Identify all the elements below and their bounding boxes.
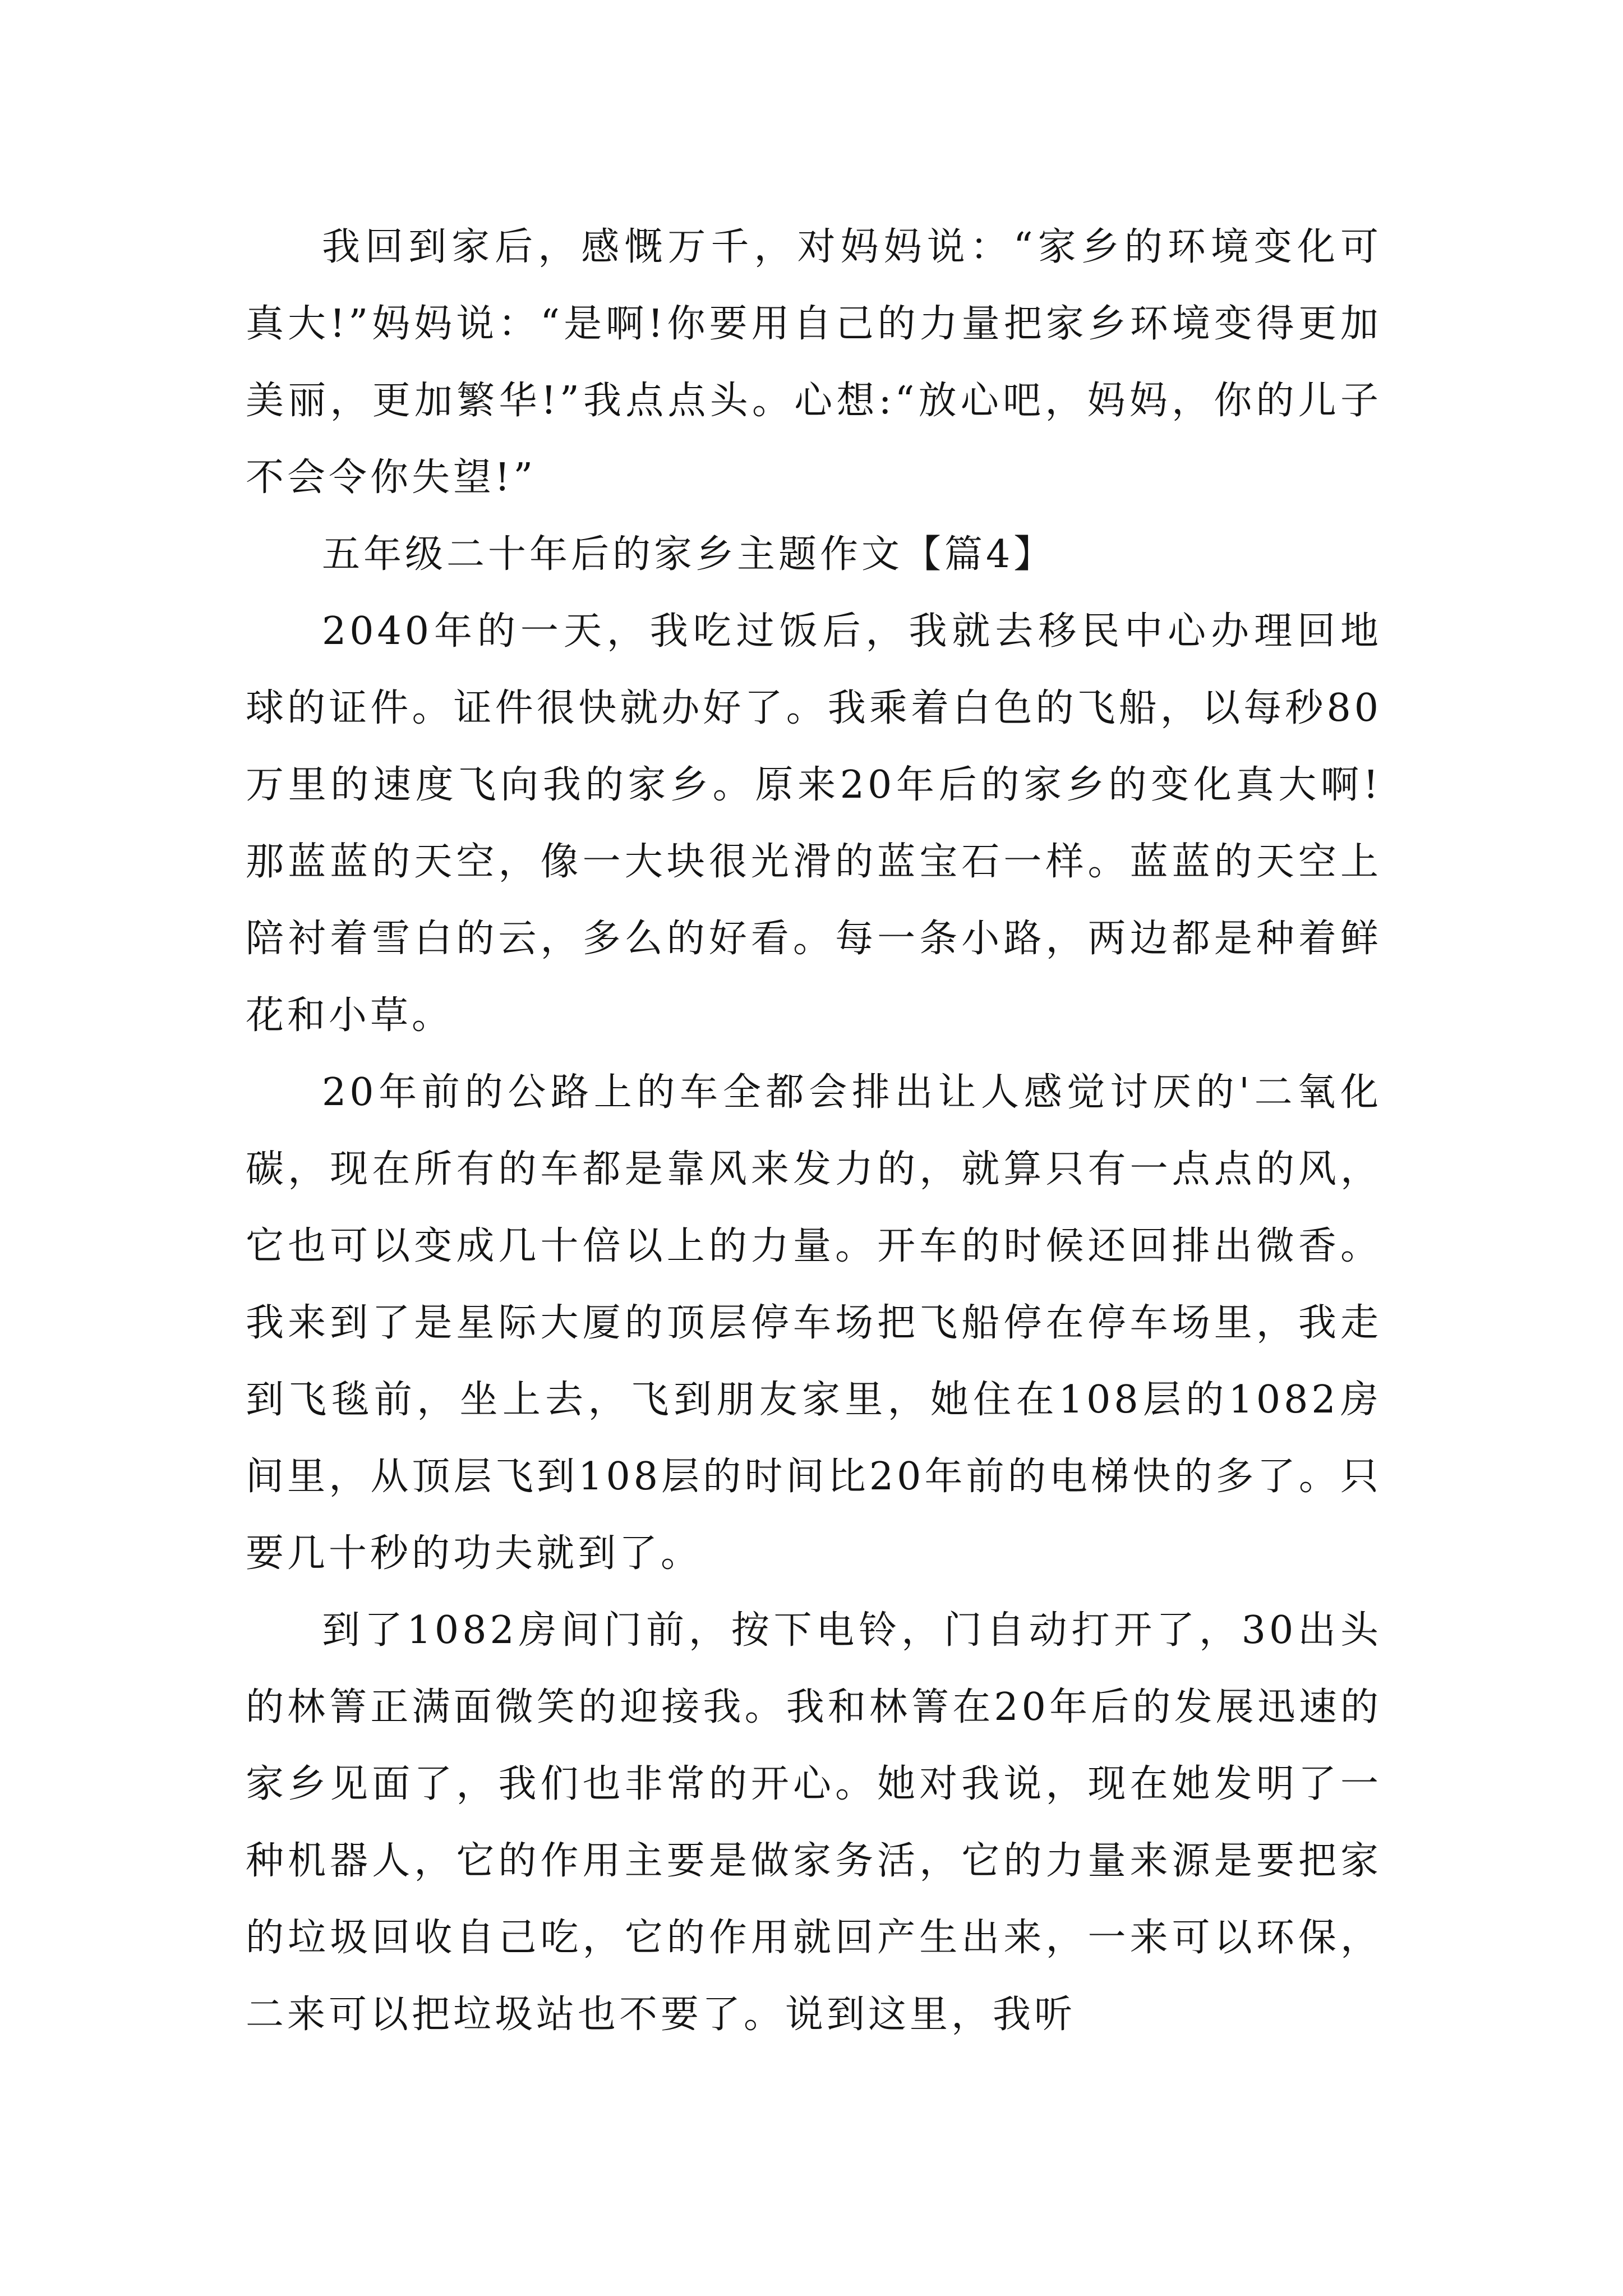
paragraph-2: 2040年的一天，我吃过饭后，我就去移民中心办理回地球的证件。证件很快就办好了。我乘着白色的飞船，以每秒80万里的速度飞向我的家乡。原来20年后的家乡的变化真大啊!那蓝蓝的天空，像一大块很光滑的蓝宝石一样。蓝蓝的天空上陪衬着雪白的云，多么的好看。每一条小路，两边都是种着鲜花和小草。: [246, 609, 1382, 1038]
document-page: [246, 209, 1382, 2053]
section-heading: 五年级二十年后的家乡主题作文【篇4】: [322, 532, 1055, 577]
paragraph-1: 我回到家后，感慨万千，对妈妈说：“家乡的环境变化可真大!”妈妈说：“是啊!你要用自己的力量把家乡环境变得更加美丽，更加繁华!”我点点头。心想:“放心吧，妈妈，你的儿子不会令你失望!”: [246, 225, 1382, 500]
paragraph-4: 到了1082房间门前，按下电铃，门自动打开了，30出头的林箐正满面微笑的迎接我。我和林箐在20年后的发展迅速的家乡见面了，我们也非常的开心。她对我说，现在她发明了一种机器人，它的作用主要是做家务活，它的力量来源是要把家的垃圾回收自己吃，它的作用就回产生出来，一来可以环保，二来可以把垃圾站也不要了。说到这里，我听: [246, 1608, 1382, 2037]
paragraph-3: 20年前的公路上的车全都会排出让人感觉讨厌的'二氧化碳，现在所有的车都是靠风来发力的，就算只有一点点的风，它也可以变成几十倍以上的力量。开车的时候还回排出微香。我来到了是星际大厦的顶层停车场把飞船停在停车场里，我走到飞毯前，坐上去，飞到朋友家里，她住在108层的1082房间里，从顶层飞到108层的时间比20年前的电梯快的多了。只要几十秒的功夫就到了。: [246, 1070, 1382, 1576]
